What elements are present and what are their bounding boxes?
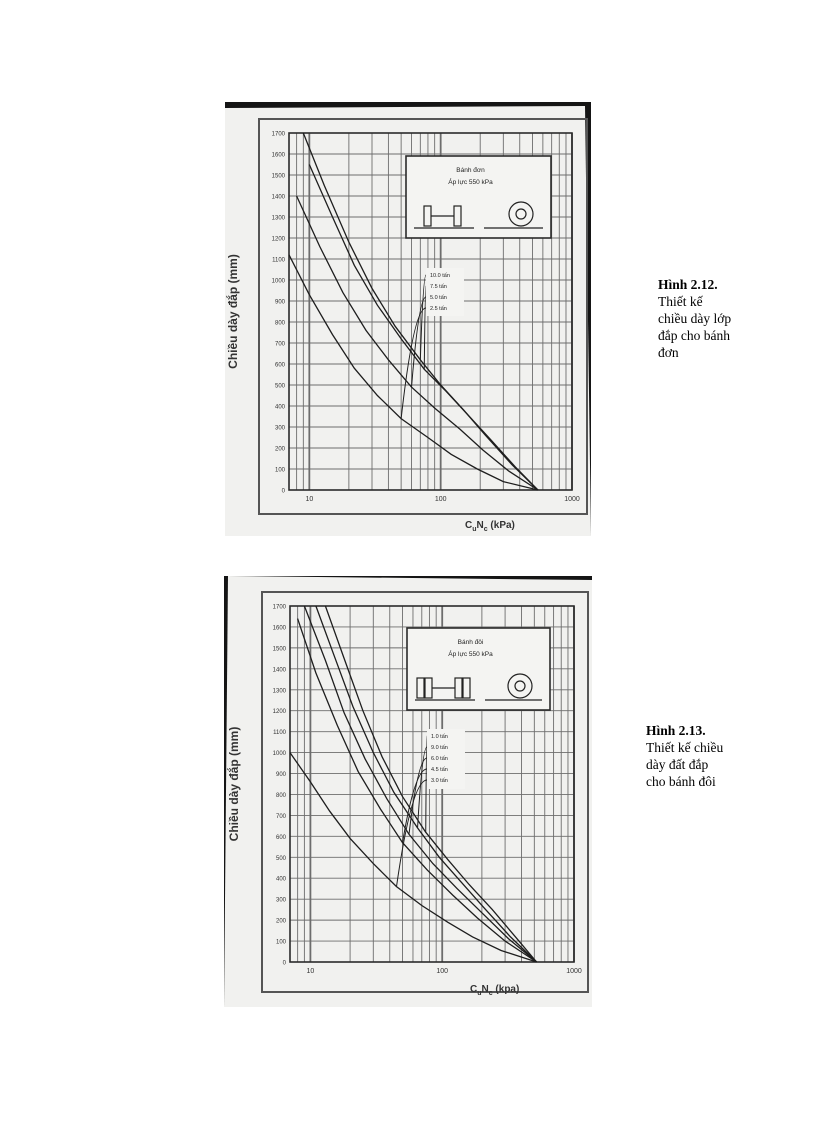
y-tick-label: 1400 (271, 194, 285, 201)
y-tick-label: 1100 (272, 257, 285, 264)
y-tick-label: 400 (275, 876, 286, 883)
y-tick-label: 800 (275, 792, 286, 799)
caption-line: đơn (658, 345, 679, 360)
x-tick-label: 10 (305, 496, 314, 503)
figure-caption-2-13 (646, 722, 723, 790)
caption-line: cho bánh đôi (646, 774, 716, 789)
y-tick-label: 0 (282, 960, 286, 967)
legend-pressure: Áp lực 550 kPa (448, 179, 493, 186)
y-tick-label: 900 (274, 299, 285, 306)
y-tick-label: 1200 (272, 709, 286, 716)
y-tick-label: 0 (281, 488, 285, 495)
y-tick-label: 1400 (272, 667, 286, 674)
load-label: 1.0 tấn (431, 734, 448, 740)
y-tick-label: 800 (274, 320, 285, 327)
y-tick-label: 500 (275, 855, 286, 862)
y-tick-label: 1600 (271, 152, 285, 159)
load-label: 7.5 tấn (430, 284, 447, 290)
caption-title: Hình 2.12. (658, 277, 718, 292)
legend-title: Bánh đôi (457, 639, 484, 646)
y-tick-label: 200 (275, 918, 286, 925)
y-tick-label: 1700 (271, 131, 285, 138)
single-wheel-chart (225, 102, 591, 536)
y-tick-label: 1000 (271, 278, 285, 285)
load-label: 10.0 tấn (430, 273, 450, 279)
y-tick-label: 300 (274, 425, 285, 432)
y-tick-label: 600 (274, 362, 285, 369)
x-tick-label: 10 (306, 968, 315, 975)
load-label: 3.0 tấn (431, 778, 448, 784)
dual-wheel-chart (224, 576, 592, 1007)
y-tick-label: 100 (274, 467, 285, 474)
legend-title: Bánh đơn (456, 167, 485, 174)
y-tick-label: 300 (275, 897, 286, 904)
y-axis-label: Chiều dày đắp (mm) (226, 254, 240, 369)
caption-line: chiều dày lớp (658, 311, 732, 326)
y-tick-label: 900 (275, 772, 286, 779)
x-tick-label: 1000 (564, 496, 580, 503)
y-tick-label: 200 (274, 446, 285, 453)
x-tick-label: 1000 (566, 968, 582, 975)
load-label: 5.0 tấn (430, 295, 447, 301)
y-tick-label: 1600 (272, 625, 286, 632)
y-tick-label: 600 (275, 834, 286, 841)
y-tick-label: 100 (275, 939, 286, 946)
chart-photo-dual-wheel (224, 576, 592, 1007)
caption-line: dày đất đắp (646, 757, 709, 772)
y-tick-label: 1000 (272, 751, 286, 758)
x-axis-label: $C_uN_c$ (kPa) (465, 520, 515, 533)
x-axis-label: $C_uN_c$ (kpa) (470, 984, 520, 997)
figure-caption-2-12 (658, 276, 731, 361)
load-label: 4.5 tấn (431, 767, 448, 773)
y-tick-label: 400 (274, 404, 285, 411)
y-tick-label: 1700 (272, 604, 286, 611)
y-tick-label: 1300 (271, 215, 285, 222)
load-label: 9.0 tấn (431, 745, 448, 751)
y-tick-label: 1200 (271, 236, 285, 243)
legend-pressure: Áp lực 550 kPa (448, 651, 493, 658)
load-label: 2.5 tấn (430, 306, 447, 312)
chart-photo-single-wheel (225, 102, 591, 536)
caption-line: Thiết kế chiều (646, 740, 724, 755)
y-tick-label: 1100 (273, 730, 286, 737)
y-tick-label: 700 (275, 813, 286, 820)
caption-title: Hình 2.13. (646, 723, 706, 738)
x-tick-label: 100 (434, 496, 447, 503)
y-axis-label: Chiều dày đắp (mm) (227, 726, 241, 842)
y-tick-label: 1300 (272, 688, 286, 695)
y-tick-label: 700 (274, 341, 285, 348)
y-tick-label: 500 (274, 383, 285, 390)
y-tick-label: 1500 (272, 646, 286, 653)
x-tick-label: 100 (436, 968, 449, 975)
caption-line: Thiết kế (658, 294, 703, 309)
caption-line: đắp cho bánh (658, 328, 730, 343)
load-label: 6.0 tấn (431, 756, 448, 762)
y-tick-label: 1500 (271, 173, 285, 180)
